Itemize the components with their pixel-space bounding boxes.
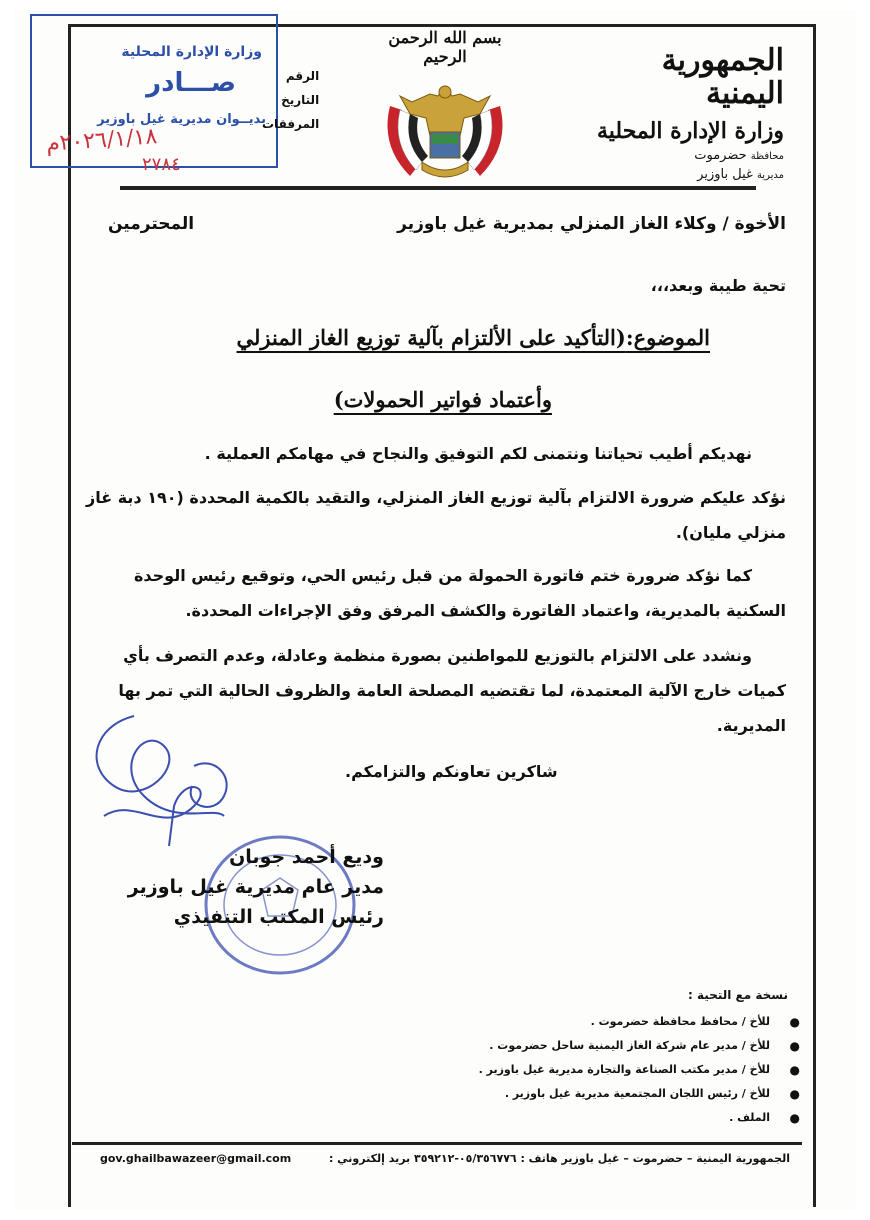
- paragraph-1: [86, 436, 786, 471]
- district-label: مديرية: [756, 170, 784, 181]
- signatory-name: وديع أحمد جوبان: [229, 846, 384, 868]
- footer-divider: [72, 1142, 802, 1145]
- greeting: تحية طيبة وبعد،،،: [650, 276, 786, 295]
- stamp-handwritten-date: ٢٠٢٦/١/١٨م: [45, 124, 158, 157]
- subject-label: الموضوع:: [625, 325, 710, 350]
- paragraph-1-text: نهديكم أطيب تحياتنا ونتمنى لكم التوفيق والنجاح في مهامكم العملية .: [204, 444, 752, 463]
- paragraph-4-text: ونشدد على الالتزام بالتوزيع للمواطنين بصورة منظمة وعادلة، وعدم التصرف بأي كميات خارج الآلية المعتمدة، لما تقتضيه المصلحة العامة والظروف الحالية التي تمر بها المديرية.: [118, 646, 786, 735]
- bullet-icon: ●: [789, 1063, 800, 1077]
- national-emblem: [370, 28, 520, 178]
- subject-line-2: [334, 387, 552, 412]
- signature-block: [94, 842, 384, 932]
- ref-attachments-label: المرفقات: [262, 117, 320, 131]
- paragraph-3-text: كما نؤكد ضرورة ختم فاتورة الحمولة من قبل رئيس الحي، وتوقيع رئيس الوحدة السكنية بالمديرية، واعتماد الفاتورة والكشف المرفق وفق الإجراءات المحددة.: [133, 566, 786, 620]
- district-value: غيل باوزير: [697, 167, 753, 182]
- header-divider: [120, 186, 756, 190]
- ref-number-label: الرقم: [285, 69, 320, 83]
- governorate-value: حضرموت: [694, 148, 747, 163]
- honorific: المحترمين: [108, 214, 195, 234]
- letterhead: [574, 44, 784, 182]
- stamp-ministry: وزارة الإدارة المحلية: [121, 44, 262, 60]
- bullet-icon: ●: [789, 1015, 800, 1029]
- subject-line-1: [237, 325, 710, 350]
- footer-email: gov.ghailbawazeer@gmail.com: [100, 1152, 292, 1165]
- footer-address: الجمهورية اليمنية – حضرموت – غيل باوزير هاتف : ٠٥/٣٥٦٧٧٦-٣٥٩٢١٢ بريد إلكتروني :: [328, 1152, 790, 1165]
- list-item: ● للأخ / مدير عام شركة الغاز اليمنية ساحل حضرموت .: [300, 1034, 800, 1058]
- signatory-title-1: مدير عام مديرية غيل باوزير: [127, 876, 384, 898]
- ref-date-label: التاريخ: [281, 93, 320, 107]
- eagle-emblem-icon: [370, 66, 520, 194]
- cc-title: نسخة مع التحية :: [688, 988, 788, 1002]
- basmala: بسم الله الرحمن الرحيم: [388, 28, 502, 66]
- paragraph-2-text: نؤكد عليكم ضرورة الالتزام بآلية توزيع الغاز المنزلي، والتقيد بالكمية المحددة (١٩٠ دبة غاز منزلي مليان).: [85, 488, 786, 542]
- list-item: ● للأخ / رئيس اللجان المجتمعية مديرية غيل باوزير .: [300, 1082, 800, 1106]
- outgoing-stamp: [30, 14, 278, 175]
- stamp-word: صـــادر: [146, 68, 236, 98]
- footer: [100, 1152, 790, 1165]
- stamp-office: بديــوان مديرية غيل باوزير: [97, 112, 266, 127]
- republic-title: الجمهورية اليمنية: [661, 43, 784, 111]
- paragraph-3: [86, 558, 786, 628]
- stamp-handwritten-ref: ٢٧٨٤: [142, 154, 181, 175]
- bullet-icon: ●: [789, 1111, 800, 1125]
- district-line: [574, 167, 784, 182]
- signatory-title-2: رئيس المكتب التنفيذي: [173, 906, 384, 928]
- reference-labels: [262, 64, 319, 136]
- governorate-label: محافظة: [750, 151, 784, 162]
- bullet-icon: ●: [789, 1039, 800, 1053]
- closing-thanks: شاكرين تعاونكم والتزامكم.: [345, 762, 558, 781]
- bullet-icon: ●: [789, 1087, 800, 1101]
- subject-text-2: وأعتماد فواتير الحمولات): [333, 387, 552, 412]
- subject-text-1: (التأكيد على الألتزام بآلية توزيع الغاز المنزلي: [236, 325, 626, 350]
- paragraph-2: [86, 480, 786, 550]
- cc-list: [300, 1010, 800, 1130]
- governorate-line: [574, 148, 784, 163]
- addressee: الأخوة / وكلاء الغاز المنزلي بمديرية غيل باوزير: [397, 214, 786, 234]
- list-item: ● الملف .: [300, 1106, 800, 1130]
- ministry-title: وزارة الإدارة المحلية: [597, 118, 784, 144]
- list-item: ● للأخ / مدير مكتب الصناعة والتجارة مديرية غيل باوزير .: [300, 1058, 800, 1082]
- list-item: ● للأخ / محافظ محافظة حضرموت .: [300, 1010, 800, 1034]
